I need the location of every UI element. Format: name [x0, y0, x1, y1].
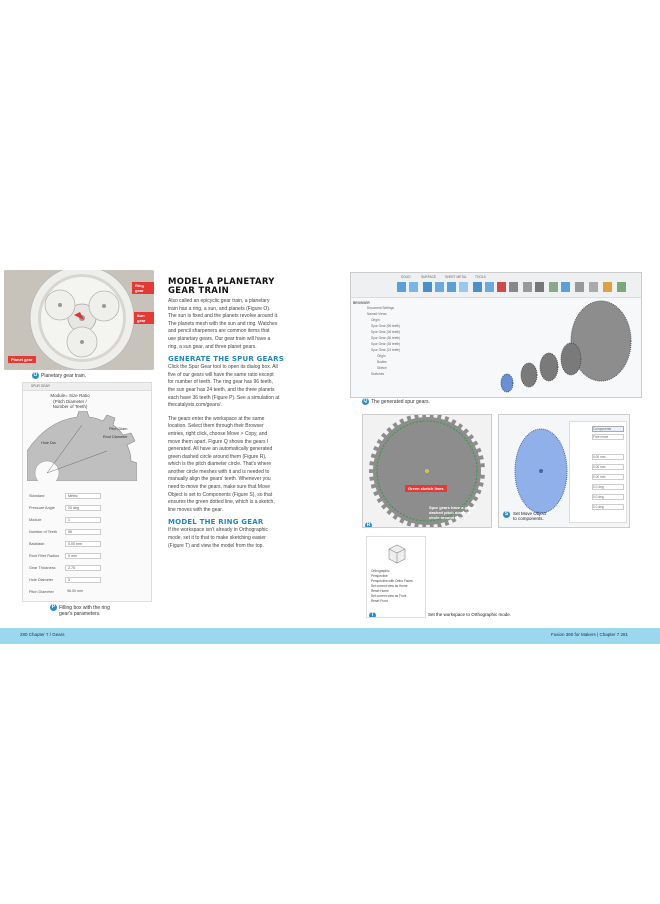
browser-item[interactable]: Spur Gear (96 teeth) [371, 324, 401, 328]
menu-set-home[interactable]: Set current view as Home [371, 584, 408, 588]
hole-dia-label: Hole Dia [41, 441, 56, 445]
section-1-paragraph: Click the Spur Gear tool to open its dialog box. All five of our gears will have the same ratio except for number of teeth. The ring gear has 96 teeth, the sun gear has 24 teeth, and the three planets each have 36 teeth (Figure P). See a simulation at thecatalysts.com/gears/. [168, 364, 280, 409]
figure-q-caption: Q The generated spur gears. [363, 398, 430, 405]
browser-item[interactable]: Spur Gear (24 teeth) [371, 348, 401, 352]
y-distance-input[interactable]: 0.00 mm [592, 464, 624, 470]
param-row: Backlash 0.00 mm [29, 541, 147, 548]
footer-left: 280 Chapter 7 / Gears [20, 632, 65, 637]
browser-item[interactable]: Sketches [371, 372, 385, 376]
section-title-ring-gear: MODEL THE RING GEAR [168, 518, 264, 527]
param-select[interactable]: Metric [65, 493, 101, 499]
menu-perspective-ortho[interactable]: Perspective with Ortho Faces [371, 579, 413, 583]
sun-gear-tag: Sun gear [134, 312, 154, 324]
figure-p-badge: P [51, 604, 56, 610]
param-readout: 96.00 mm [67, 589, 83, 593]
figure-o-caption: O Planetary gear train. [33, 372, 87, 379]
toolbar-tab-surface[interactable]: SURFACE [421, 275, 437, 279]
formula-line-3: Number of Teeth) [52, 404, 88, 409]
x-distance-input[interactable]: 0.00 mm [592, 454, 624, 460]
article-title-line-1: MODEL A PLANETARY [168, 277, 275, 287]
article-column [168, 278, 340, 550]
footer-right: Fusion 360 for Makers | Chapter 7 281 [551, 632, 628, 637]
browser-item[interactable]: Named Views [367, 312, 387, 316]
generated-gears-viewport[interactable] [441, 295, 641, 395]
menu-set-front[interactable]: Set current view as Front [371, 594, 407, 598]
figure-t-screenshot [366, 536, 426, 618]
browser-item[interactable]: Document Settings [367, 306, 394, 310]
browser-item[interactable]: Origin [371, 318, 380, 322]
param-row: Pitch Diameter 96.00 mm [29, 589, 147, 596]
move-object-select[interactable]: Components [592, 426, 624, 432]
menu-reset-front[interactable]: Reset Front [371, 599, 388, 603]
move-dialog [569, 421, 627, 523]
page-footer [0, 628, 660, 644]
browser-panel [353, 301, 429, 381]
article-title-line-2: GEAR TRAIN [168, 286, 230, 296]
browser-item[interactable]: Spur Gear (36 teeth) [371, 336, 401, 340]
pitch-diam-label: Pitch Diam [109, 427, 128, 431]
menu-orthographic[interactable]: Orthographic [371, 569, 390, 573]
ring-gear-tag: Ring gear [132, 282, 154, 294]
view-menu [371, 569, 423, 604]
figure-r-badge: R [366, 522, 371, 528]
param-row: Gear Thickness 2.75 [29, 565, 147, 572]
browser-item[interactable]: Spur Gear (36 teeth) [371, 330, 401, 334]
figure-s-badge: S [504, 511, 509, 517]
formula-line-2: (Pitch Diameter / [53, 398, 87, 404]
param-input[interactable]: 3 [65, 577, 101, 583]
param-input[interactable]: 0 mm [65, 553, 101, 559]
section-1b-paragraph: The gears enter the workspace at the same location. Select them through their Browser entries, right click, choose Move > Copy, and move them apart. Figure Q shows the gears I generated. All have an automatically generated green dashed circle around them (Figure R), which is the pitch diameter circle. That's where another circle meshes with it and is needed to manually align the gears' teeth. Whenever you need to move the gears, make sure that Move Object is set to Components (Figure S), so that ensures the green dotted line, which is a sketch, line moves with the gear. [168, 415, 275, 513]
toolbar-tab-tools[interactable]: TOOLS [475, 275, 486, 279]
figure-t-badge: T [370, 612, 375, 618]
gear-tooth-diagram [27, 411, 137, 481]
browser-item[interactable]: Origin [377, 354, 386, 358]
browser-item[interactable]: Spur Gear (36 teeth) [371, 342, 401, 346]
green-sketch-lines-tag: Green sketch lines [405, 485, 447, 492]
figure-q-screenshot [350, 272, 642, 398]
z-angle-input[interactable]: 0.0 deg [592, 504, 624, 510]
spur-gear-dialog [22, 382, 152, 602]
figure-q-badge: Q [363, 398, 368, 404]
browser-item[interactable]: Bodies [377, 360, 387, 364]
browser-item[interactable]: Sketch [377, 366, 387, 370]
figure-s-caption: S Set Move Object to components. [504, 511, 547, 521]
param-row: Module 1 [29, 517, 147, 524]
figure-r-badge-wrap [365, 517, 374, 528]
figure-p-caption: P Filling box with the ring gear's parameters. [51, 604, 110, 617]
viewcube-icon[interactable] [385, 541, 409, 565]
param-row: Number of Teeth 96 [29, 529, 147, 536]
planetary-gear-photo [4, 270, 154, 370]
formula-line-1: Module= Size Ratio [50, 393, 90, 398]
toolbar-tab-sheet-metal[interactable]: SHEET METAL [445, 275, 467, 279]
dialog-header: SPUR GEAR [31, 384, 50, 388]
planet-gear-tag: Planet gear [8, 356, 36, 363]
figure-t-caption: Set the workspace to Orthographic mode. [428, 612, 512, 617]
param-select[interactable]: 20 deg [65, 505, 101, 511]
param-input[interactable]: 1 [65, 517, 101, 523]
z-distance-input[interactable]: 0.00 mm [592, 474, 624, 480]
toolbar-icons[interactable] [397, 281, 637, 295]
param-row: Standard Metric [29, 493, 147, 500]
intro-paragraph: Also called an epicyclic gear train, a planetary train has a ring, a sun, and planets (Figure O). The sun is fixed and the planets revolve around it. The planets mesh with the sun and ring. Watches and pencil sharpeners are common items that use planetary gears. Our gear train will have a ring, a sun gear, and three planet gears. [168, 298, 279, 350]
param-row: Pressure Angle 20 deg [29, 505, 147, 512]
root-diameter-label: Root Diameter [103, 435, 128, 439]
figure-t-badge-wrap [369, 607, 378, 618]
figure-r-overlay-caption: Spur gears have a green dashed pitch diameter circle around them. [429, 505, 476, 520]
y-angle-input[interactable]: 0.0 deg [592, 494, 624, 500]
x-angle-input[interactable]: 0.0 deg [592, 484, 624, 490]
figure-s-screenshot [498, 414, 630, 528]
param-row: Hole Diameter 3 [29, 577, 147, 584]
param-input[interactable]: 2.75 [65, 565, 101, 571]
menu-perspective[interactable]: Perspective [371, 574, 388, 578]
param-input[interactable]: 96 [65, 529, 101, 535]
figure-r-screenshot [362, 414, 492, 528]
figure-o-badge: O [33, 372, 38, 378]
move-type-select[interactable]: Free move [592, 434, 624, 440]
param-input[interactable]: 0.00 mm [65, 541, 101, 547]
param-row: Root Fillet Radius 0 mm [29, 553, 147, 560]
section-2-paragraph: If the workspace isn't already in Orthographic mode, set it to that to make sketching easier (Figure T) and view the model from the top. [168, 527, 268, 549]
browser-title: BROWSER [353, 301, 370, 305]
menu-reset-home[interactable]: Reset Home [371, 589, 389, 593]
toolbar-tab-solid[interactable]: SOLID [401, 275, 411, 279]
section-title-spur-gears: GENERATE THE SPUR GEARS [168, 355, 284, 364]
